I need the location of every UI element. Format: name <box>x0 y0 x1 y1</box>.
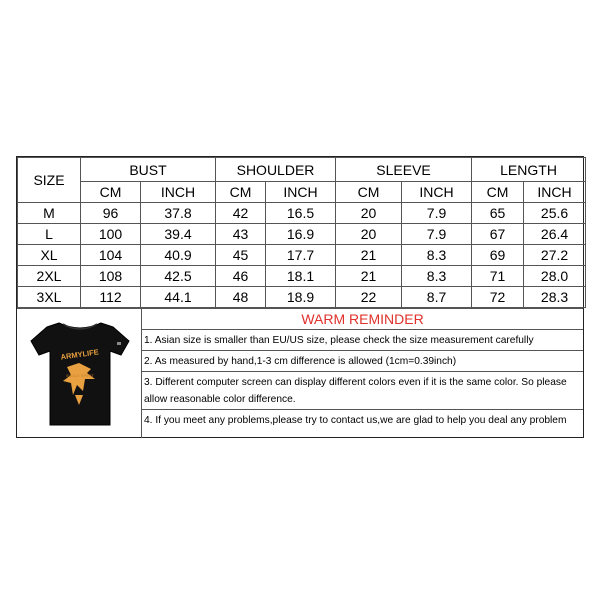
unit-header: INCH <box>524 182 586 203</box>
table-row <box>18 287 586 308</box>
measurement-cell: 67 <box>472 224 524 245</box>
measurement-cell: 8.3 <box>402 245 472 266</box>
group-header-length: LENGTH <box>472 158 586 182</box>
measurement-cell: 100 <box>81 224 141 245</box>
tshirt-image <box>17 309 141 438</box>
measurement-cell: 46 <box>216 266 266 287</box>
size-table <box>17 157 586 308</box>
measurement-cell: 28.0 <box>524 266 586 287</box>
unit-header: CM <box>81 182 141 203</box>
unit-header: INCH <box>266 182 336 203</box>
measurement-cell: 71 <box>472 266 524 287</box>
measurement-cell: 96 <box>81 203 141 224</box>
reminder-item-4: 4. If you meet any problems,please try to contact us,we are glad to help you deal any problem <box>144 415 567 426</box>
bottom-section <box>17 308 583 438</box>
table-header-units <box>18 182 586 203</box>
measurement-cell: 43 <box>216 224 266 245</box>
unit-header: INCH <box>141 182 216 203</box>
measurement-cell: 40.9 <box>141 245 216 266</box>
measurement-cell: 26.4 <box>524 224 586 245</box>
group-header-sleeve: SLEEVE <box>336 158 472 182</box>
measurement-cell: 20 <box>336 224 402 245</box>
measurement-cell: 48 <box>216 287 266 308</box>
measurement-cell: 22 <box>336 287 402 308</box>
size-cell: M <box>18 203 81 224</box>
unit-header: INCH <box>402 182 472 203</box>
unit-header: CM <box>472 182 524 203</box>
measurement-cell: 7.9 <box>402 224 472 245</box>
table-row <box>18 245 586 266</box>
table-row <box>18 224 586 245</box>
unit-header: CM <box>216 182 266 203</box>
product-image <box>17 309 142 438</box>
measurement-cell: 21 <box>336 266 402 287</box>
measurement-cell: 45 <box>216 245 266 266</box>
reminder-title: WARM REMINDER <box>142 309 583 330</box>
measurement-cell: 65 <box>472 203 524 224</box>
measurement-cell: 108 <box>81 266 141 287</box>
measurement-cell: 37.8 <box>141 203 216 224</box>
group-header-bust: BUST <box>81 158 216 182</box>
size-cell: 2XL <box>18 266 81 287</box>
measurement-cell: 39.4 <box>141 224 216 245</box>
measurement-cell: 21 <box>336 245 402 266</box>
measurement-cell: 112 <box>81 287 141 308</box>
measurement-cell: 8.3 <box>402 266 472 287</box>
size-cell: XL <box>18 245 81 266</box>
measurement-cell: 42.5 <box>141 266 216 287</box>
measurement-cell: 17.7 <box>266 245 336 266</box>
table-header-groups <box>18 158 586 182</box>
measurement-cell: 7.9 <box>402 203 472 224</box>
measurement-cell: 69 <box>472 245 524 266</box>
reminder-item-3: 3. Different computer screen can display different colors even if it is the same color. So please allow reasonable color difference. <box>142 372 583 410</box>
measurement-cell: 8.7 <box>402 287 472 308</box>
measurement-cell: 27.2 <box>524 245 586 266</box>
measurement-cell: 16.9 <box>266 224 336 245</box>
reminder-item-2: 2. As measured by hand,1-3 cm difference is allowed (1cm=0.39inch) <box>142 351 583 372</box>
measurement-cell: 20 <box>336 203 402 224</box>
measurement-cell: 16.5 <box>266 203 336 224</box>
table-row <box>18 266 586 287</box>
measurement-cell: 104 <box>81 245 141 266</box>
size-cell: L <box>18 224 81 245</box>
print-text: ARMYLIFE <box>60 347 100 362</box>
unit-header: CM <box>336 182 402 203</box>
measurement-cell: 28.3 <box>524 287 586 308</box>
size-column-header: SIZE <box>18 158 81 203</box>
measurement-cell: 18.1 <box>266 266 336 287</box>
size-chart <box>16 156 584 438</box>
measurement-cell: 18.9 <box>266 287 336 308</box>
size-cell: 3XL <box>18 287 81 308</box>
measurement-cell: 72 <box>472 287 524 308</box>
table-row <box>18 203 586 224</box>
measurement-cell: 44.1 <box>141 287 216 308</box>
warm-reminder <box>142 309 583 438</box>
print-subtext: EAGLE SPIRIT <box>66 373 94 378</box>
measurement-cell: 25.6 <box>524 203 586 224</box>
measurement-cell: 42 <box>216 203 266 224</box>
group-header-shoulder: SHOULDER <box>216 158 336 182</box>
reminder-item-1: 1. Asian size is smaller than EU/US size, please check the size measurement carefully <box>142 330 583 351</box>
